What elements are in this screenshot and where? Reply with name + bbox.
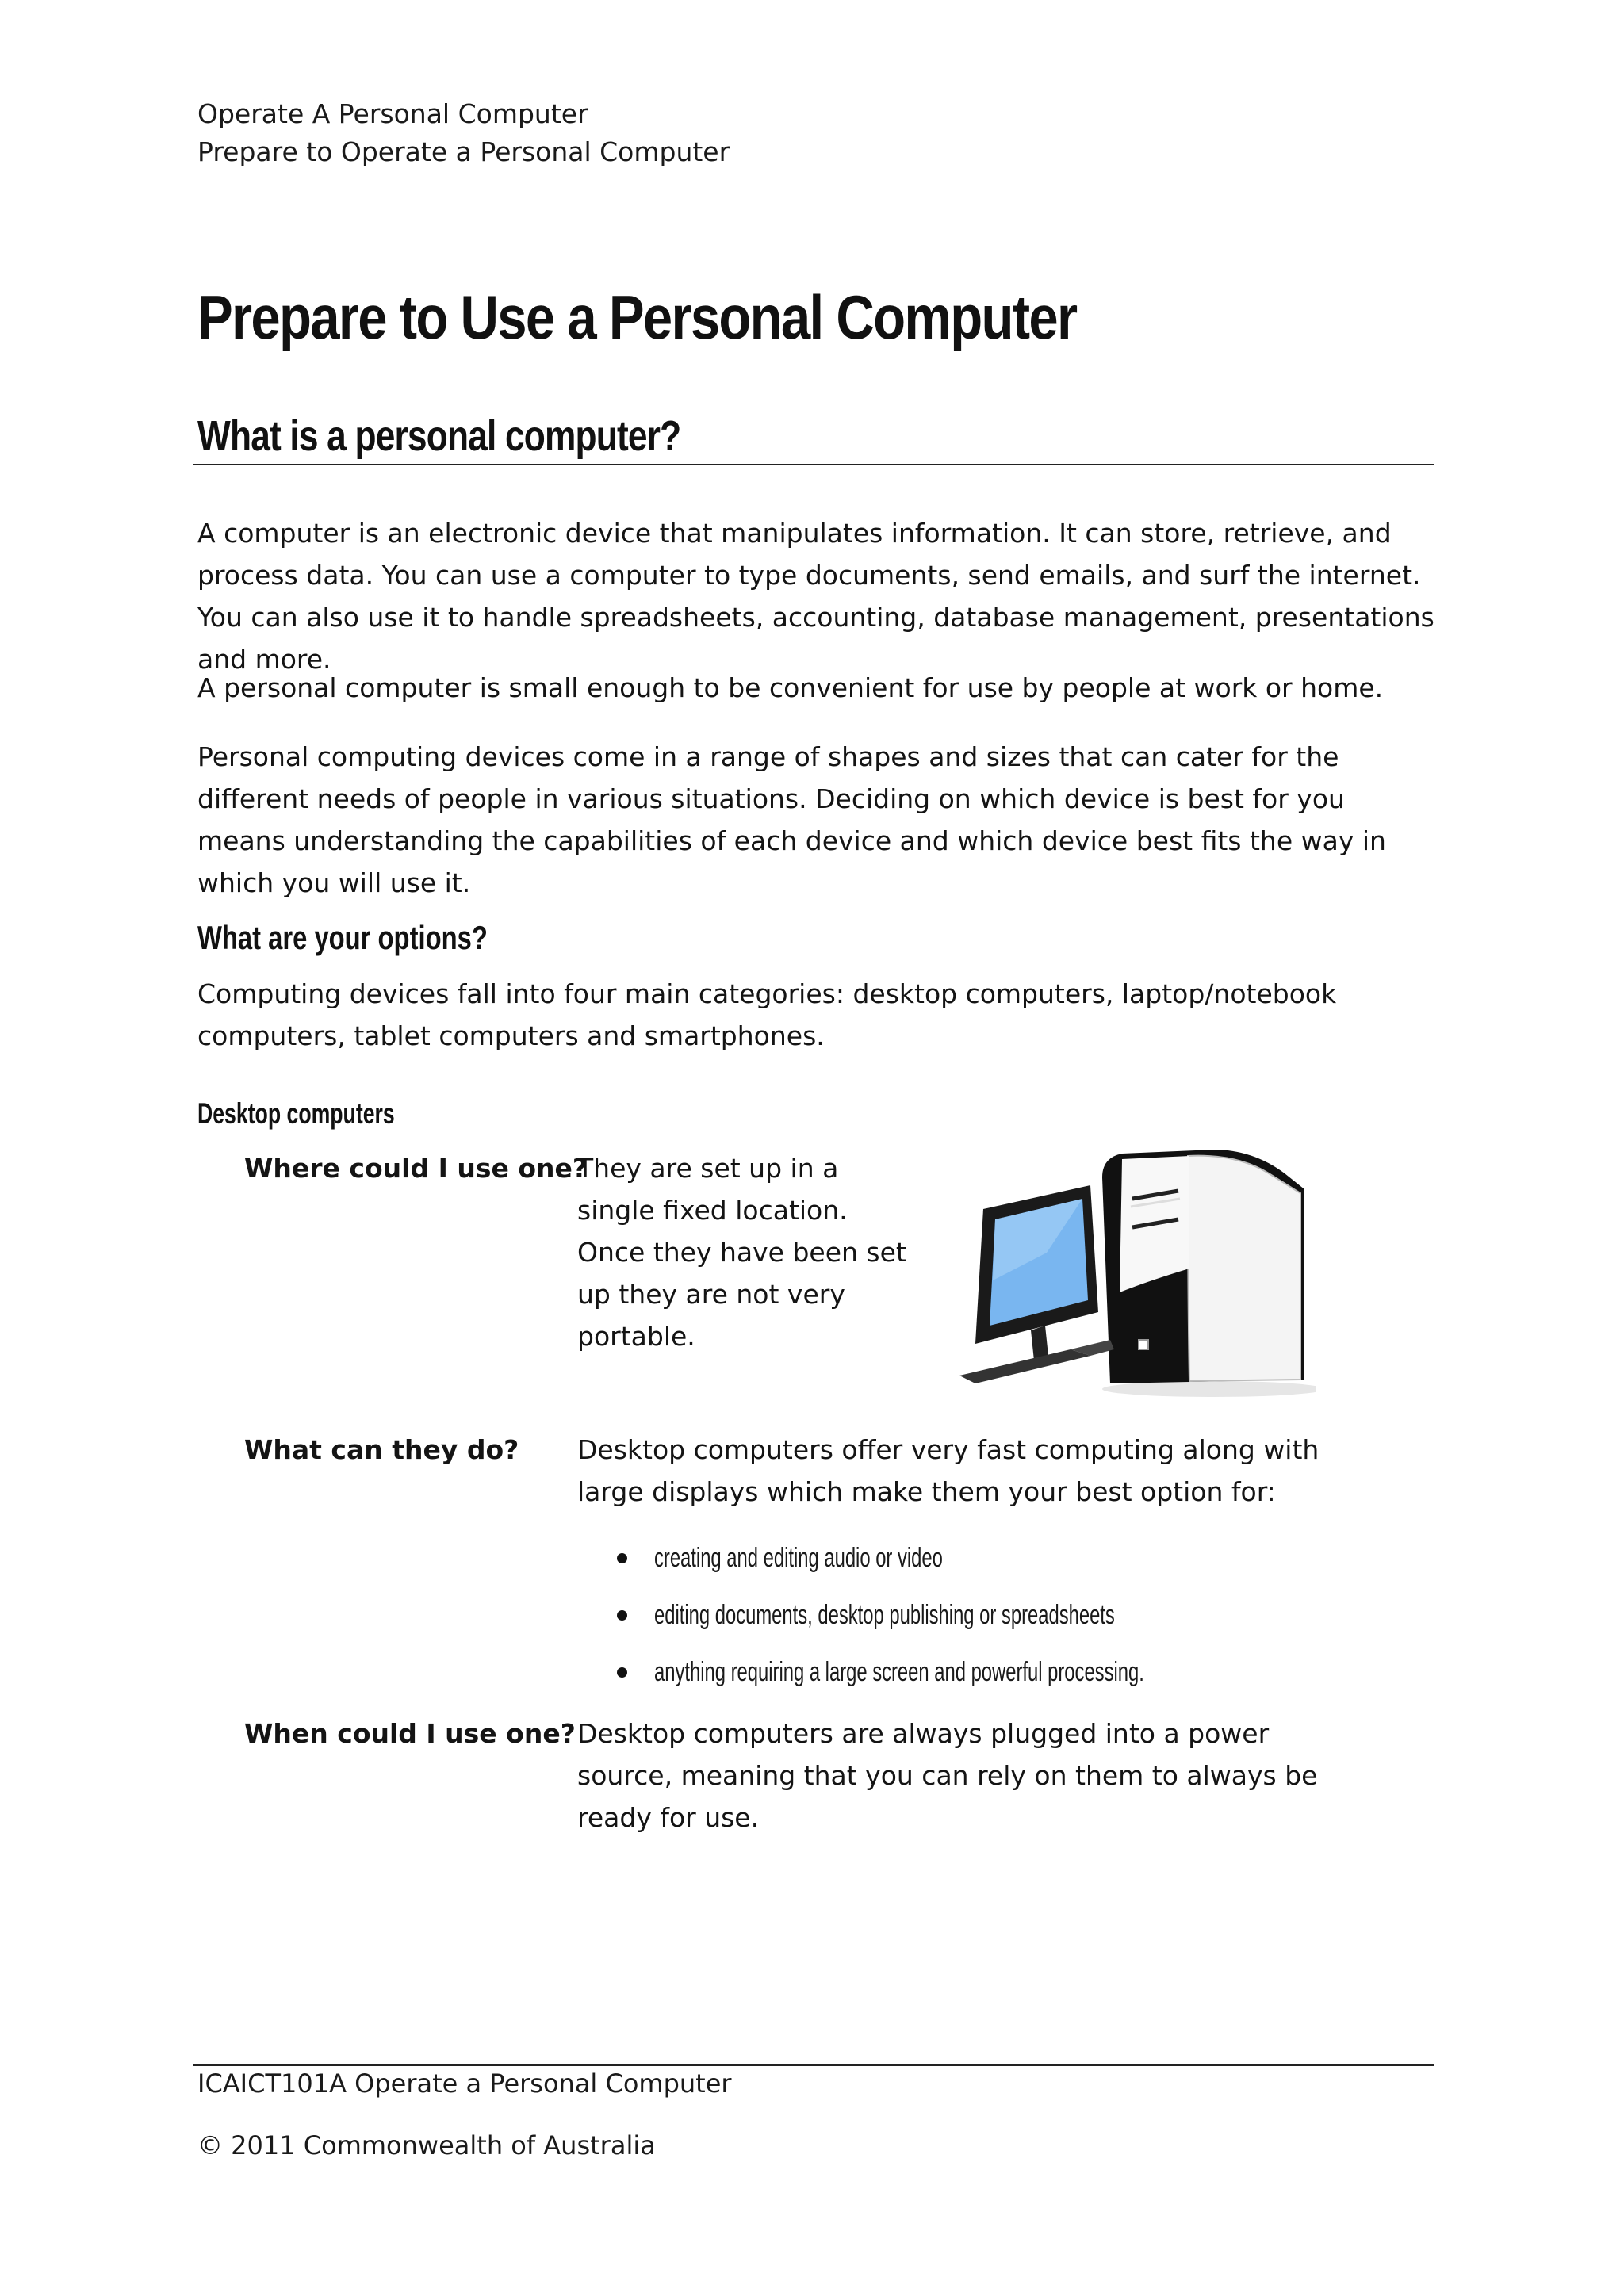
row-label-where: Where could I use one?	[244, 1153, 588, 1184]
footer-course: ICAICT101A Operate a Personal Computer	[197, 2068, 732, 2099]
running-header-topic: Prepare to Operate a Personal Computer	[197, 136, 730, 167]
bullet-icon	[617, 1667, 627, 1678]
row-label-when: When could I use one?	[244, 1718, 576, 1749]
bullet-icon	[617, 1610, 627, 1621]
row-text-when: Desktop computers are always plugged into a power source, meaning that you can rely on them to always be ready for use.	[577, 1718, 1318, 1833]
options-heading: What are your options?	[197, 919, 488, 956]
footer-copyright: © 2011 Commonwealth of Australia	[197, 2130, 656, 2160]
row-text-what: Desktop computers offer very fast computing along with large displays which make them your best option for:	[577, 1434, 1320, 1507]
desktop-heading: Desktop computers	[197, 1097, 395, 1130]
list-item-text: editing documents, desktop publishing or spreadsheets	[654, 1600, 1115, 1630]
list-item-text: creating and editing audio or video	[654, 1543, 943, 1573]
section-heading: What is a personal computer?	[197, 412, 681, 460]
paragraph-computer-definition: A computer is an electronic device that manipulates information. It can store, retrieve, and process data. You can use a computer to type documents, send emails, and surf the internet. You can also use it to handle spreadsheets, accounting, database management, presentations and more.	[197, 518, 1434, 675]
row-label-what: What can they do?	[244, 1434, 519, 1465]
paragraph-personal-computer: A personal computer is small enough to be convenient for use by people at work or home.	[197, 672, 1384, 703]
list-item-text: anything requiring a large screen and powerful processing.	[654, 1657, 1144, 1687]
section-heading-rule	[193, 464, 1434, 465]
options-intro: Computing devices fall into four main categories: desktop computers, laptop/notebook computers, tablet computers and smartphones.	[197, 978, 1337, 1051]
paragraph-device-choice: Personal computing devices come in a range of shapes and sizes that can cater for the different needs of people in various situations. Deciding on which device is best for you means understanding the capabilities of each device and which device best fits the way in which you will use it.	[197, 741, 1386, 898]
bullet-icon	[617, 1553, 627, 1563]
row-text-where: They are set up in a single fixed location. Once they have been set up they are not very portable.	[577, 1153, 906, 1352]
running-header-unit: Operate A Personal Computer	[197, 98, 588, 129]
page-title: Prepare to Use a Personal Computer	[197, 282, 1077, 352]
desktop-computer-image	[952, 1142, 1316, 1403]
